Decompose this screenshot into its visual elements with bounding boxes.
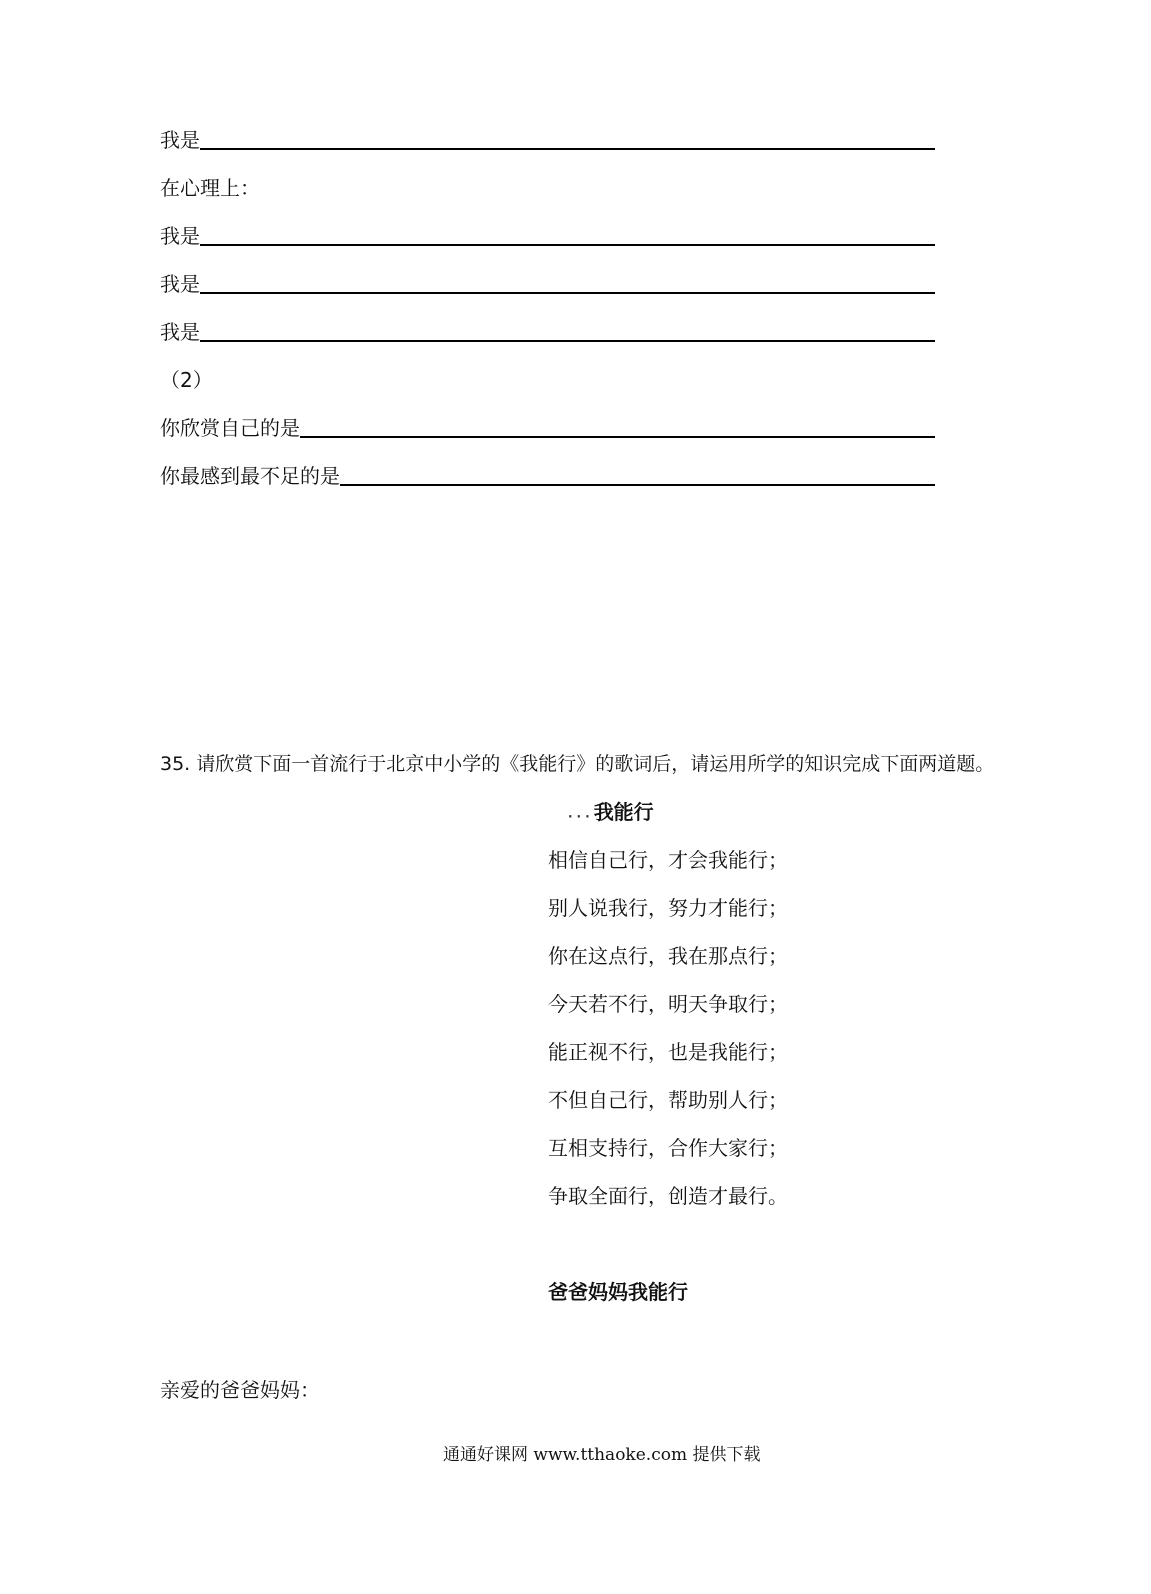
fill-label: 我是 (160, 320, 200, 344)
lyric-line: 不但自己行，帮助别人行； (548, 1088, 788, 1112)
lyric-line: 相信自己行，才会我能行； (548, 848, 788, 872)
fill-row-psych-2 (160, 272, 935, 296)
lyric-line: 你在这点行，我在那点行； (548, 944, 788, 968)
answer-blank[interactable] (300, 416, 935, 438)
lyric-line: 今天若不行，明天争取行； (548, 992, 788, 1016)
fill-label: 你最感到最不足的是 (160, 464, 340, 488)
fill-row-psych-1 (160, 224, 935, 248)
question-35-prompt: 35. 请欣赏下面一首流行于北京中小学的《我能行》的歌词后，请运用所学的知识完成下面两道题。 (160, 753, 995, 775)
fill-label: 我是 (160, 128, 200, 152)
fill-label: 你欣赏自己的是 (160, 416, 300, 440)
song-title-row (568, 800, 654, 826)
title-dots: ... (568, 806, 594, 821)
answer-blank[interactable] (200, 128, 935, 150)
lyric-line: 别人说我行，努力才能行； (548, 896, 788, 920)
letter-title: 爸爸妈妈我能行 (548, 1280, 688, 1304)
fill-row-psych-3 (160, 320, 935, 344)
answer-blank[interactable] (200, 272, 935, 294)
lyric-line: 互相支持行，合作大家行； (548, 1136, 788, 1160)
fill-row-appreciate (160, 416, 935, 440)
fill-row-insufficient (160, 464, 935, 488)
answer-blank[interactable] (340, 464, 935, 486)
letter-salutation: 亲爱的爸爸妈妈： (160, 1378, 320, 1402)
lyric-line: 争取全面行，创造才最行。 (548, 1184, 788, 1208)
fill-label: 我是 (160, 272, 200, 296)
song-title: 我能行 (593, 800, 654, 824)
answer-blank[interactable] (200, 224, 935, 246)
lyric-line: 能正视不行，也是我能行； (548, 1040, 788, 1064)
page-footer: 通通好课网 www.tthaoke.com 提供下载 (443, 1445, 761, 1465)
fill-label: 我是 (160, 224, 200, 248)
psych-heading: 在心理上： (160, 176, 260, 200)
part-2-label: （2） (160, 368, 213, 392)
fill-row-wo-shi-1 (160, 128, 935, 152)
answer-blank[interactable] (200, 320, 935, 342)
